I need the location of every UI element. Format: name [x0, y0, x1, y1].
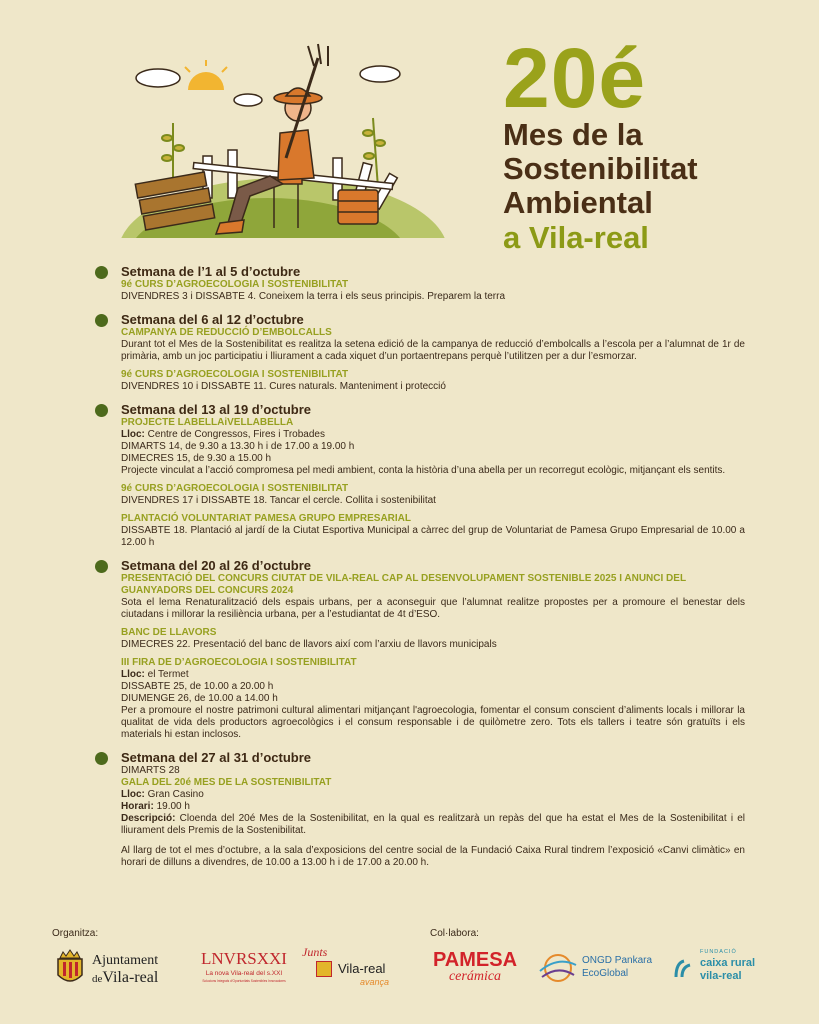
junts-city: Vila-real: [338, 961, 386, 976]
bullet-dot-icon: [95, 404, 108, 417]
event-location: [121, 669, 745, 681]
event-description: Projecte vinculat a l’acció compromesa pel medi ambient, conta la història d’una abella per un recorregut ecològic, mitjançant els sentits.: [121, 465, 726, 476]
event-line: DIMECRES 22. Presentació del banc de llavors així com l’arxiu de llavors municipals: [121, 639, 497, 650]
description-label: Descripció:: [121, 813, 176, 824]
hero-title-block: [503, 31, 803, 256]
week-block: [95, 402, 745, 549]
event-line: DIVENDRES 3 i DISSABTE 4. Coneixem la terra i els seus principis. Preparem la terra: [121, 291, 506, 302]
event-date: DIMARTS 28: [121, 765, 180, 776]
vila-real-shield-icon: [316, 961, 332, 977]
week-title: Setmana del 6 al 12 d’octubre: [121, 312, 304, 327]
lnvrsxxi-subtitle: La nova Vila-real del s.XXI: [205, 970, 283, 977]
bullet-dot-icon: [95, 752, 108, 765]
location-label: Lloc:: [121, 669, 145, 680]
event-title: III FIRA DE D’AGROECOLOGIA I SOSTENIBILITAT: [121, 657, 357, 668]
pamesa-subtitle: cerámica: [448, 969, 502, 984]
coat-of-arms-icon: [52, 949, 88, 989]
location-value: Gran Casino: [144, 789, 204, 800]
week-block: [95, 558, 745, 741]
schedule-value: 19.00 h: [153, 801, 190, 812]
week-title: Setmana del 20 al 26 d’octubre: [121, 558, 312, 573]
title-line-2: Sostenibilitat: [503, 151, 698, 186]
event-description: Per a promoure el nostre patrimoni cultural alimentari mitjançant l'agroecologia, fomentar el consum conscient d’aliments locals i millorar la qualitat de vida dels productors agroecològics i el consum responsable i de quilòmetre zero. Tots els tallers i teatre són gratuïts i els materials hi estan inclosos.: [121, 705, 745, 740]
title-line-1: Mes de la: [503, 117, 643, 152]
pankara-line1: ONGD Pankara: [582, 955, 653, 966]
colabora-label: Col·labora:: [430, 928, 479, 939]
caixa-rural-logo: [672, 949, 764, 989]
footer-logos: [0, 925, 819, 1024]
pamesa-logo: [428, 949, 522, 989]
event-title: 9é CURS D’AGROECOLOGIA I SOSTENIBILITAT: [121, 483, 349, 494]
program-list: [95, 264, 745, 869]
farmer-illustration: [118, 38, 448, 238]
event-title: GALA DEL 20é MES DE LA SOSTENIBILITAT: [121, 777, 332, 788]
event-title: BANC DE LLAVORS: [121, 627, 217, 638]
pankara-line2: EcoGlobal: [582, 968, 629, 979]
junts-word: Junts: [302, 945, 328, 959]
bullet-dot-icon: [95, 266, 108, 279]
ajuntament-line1: Ajuntament: [92, 953, 159, 968]
pankara-logo: [536, 951, 656, 987]
week-title: Setmana de l’1 al 5 d’octubre: [121, 264, 301, 279]
organitza-label: Organitza:: [52, 928, 99, 939]
event-line: DIUMENGE 26, de 10.00 a 14.00 h: [121, 693, 278, 704]
event-location: [121, 429, 745, 441]
event-description: [121, 813, 745, 837]
event-schedule: [121, 801, 745, 813]
event-title: 9é CURS D’AGROECOLOGIA I SOSTENIBILITAT: [121, 369, 349, 380]
event-title: PLANTACIÓ VOLUNTARIAT PAMESA GRUPO EMPRESARIAL: [121, 513, 411, 524]
week-block: [95, 312, 745, 393]
ajuntament-line2: Vila-real: [102, 969, 159, 986]
caixa-rural-symbol-icon: [672, 957, 696, 981]
ajuntament-line2-prefix: de: [92, 973, 103, 985]
event-title: PRESENTACIÓ DEL CONCURS CIUTAT DE VILA-REAL CAP AL DESENVOLUPAMENT SOSTENIBLE 2025 I ANUNCI DEL GUANYADORS DEL CONCURS 2024: [121, 573, 686, 596]
bullet-dot-icon: [95, 560, 108, 573]
schedule-label: Horari:: [121, 801, 154, 812]
event-line: DISSABTE 25, de 10.00 a 20.00 h: [121, 681, 274, 692]
cloud-icon: [136, 66, 400, 106]
location-label: Lloc:: [121, 789, 145, 800]
closing-note: Al llarg de tot el mes d’octubre, a la sala d’exposicions del centre social de la Fundació Caixa Rural tindrem l’exposició «Canvi climàtic» en horari de dilluns a divendres, de 10.00 a 13.00 h i de 17.00 a 20.00 h.: [121, 845, 745, 868]
caixa-rural-line2: vila-real: [700, 970, 742, 982]
sun-icon: [185, 60, 227, 90]
event-title: 9é CURS D’AGROECOLOGIA I SOSTENIBILITAT: [121, 279, 349, 290]
location-value: Centre de Congressos, Fires i Trobades: [144, 429, 325, 440]
week-block: [95, 264, 745, 303]
location-label: Lloc:: [121, 429, 145, 440]
bullet-dot-icon: [95, 314, 108, 327]
ajuntament-logo: [52, 949, 176, 989]
event-line: DIMECRES 15, de 9.30 a 15.00 h: [121, 453, 272, 464]
lnvrsxxi-logo: [196, 949, 292, 993]
event-description: DISSABTE 18. Plantació al jardí de la Ciutat Esportiva Municipal a càrrec del grup de Voluntariat de Pamesa Grupo Empresarial de 10.00 a 12.00 h: [121, 525, 745, 548]
event-description: Durant tot el Mes de la Sostenibilitat es realitza la setena edició de la campanya de reducció d’embolcalls a l’escola per a l’alumnat de 1r de primària, amb un joc participatiu i lliurament a cada xiquet d’un portaentrepans perquè l’utilitzen per a dur l’esmorzar.: [121, 339, 745, 362]
caixa-rural-line0: FUNDACIÓ: [700, 949, 737, 955]
junts-tagline: avança: [360, 977, 390, 987]
description-value: Cloenda del 20é Mes de la Sostenibilitat, en la qual es realitzarà un repàs del que ha estat el Mes de la Sostenibilitat i el lliurament dels Premis de la Sostenibilitat.: [121, 813, 745, 836]
lnvrsxxi-wordmark: LNVRSXXI: [201, 949, 287, 968]
event-description: Sota el lema Renaturalització dels espais urbans, per a aconseguir que l’alumnat realitze propostes per a promoure el benestar dels ciutadans i millorar la resiliència urbana, per a l’estudiantat de 4t d’ESO.: [121, 597, 745, 620]
title-line-3: Ambiental: [503, 185, 653, 220]
basket-icon: [338, 190, 378, 224]
event-line: DIVENDRES 10 i DISSABTE 11. Cures naturals. Manteniment i protecció: [121, 381, 446, 392]
week-block: [95, 750, 745, 837]
lnvrsxxi-small: Solucions Integrals d'Oportunitats Sostenibles Innovadores: [202, 979, 286, 983]
event-line: DIVENDRES 17 i DISSABTE 18. Tancar el cercle. Collita i sostenibilitat: [121, 495, 436, 506]
title-line-4: a Vila-real: [503, 220, 649, 255]
caixa-rural-line1: caixa rural: [700, 957, 756, 969]
edition-number: 20é: [503, 31, 647, 125]
event-location: [121, 789, 745, 801]
pamesa-wordmark: PAMESA: [432, 949, 518, 971]
event-line: DIMARTS 14, de 9.30 a 13.30 h i de 17.00 a 19.00 h: [121, 441, 355, 452]
junts-logo: [302, 945, 398, 995]
week-title: Setmana del 27 al 31 d’octubre: [121, 750, 312, 765]
event-title: PROJECTE LABELLAiVELLABELLA: [121, 417, 294, 428]
location-value: el Termet: [144, 669, 189, 680]
event-title: CAMPANYA DE REDUCCIÓ D’EMBOLCALLS: [121, 327, 332, 338]
week-title: Setmana del 13 al 19 d’octubre: [121, 402, 312, 417]
pankara-globe-icon: [536, 951, 580, 985]
